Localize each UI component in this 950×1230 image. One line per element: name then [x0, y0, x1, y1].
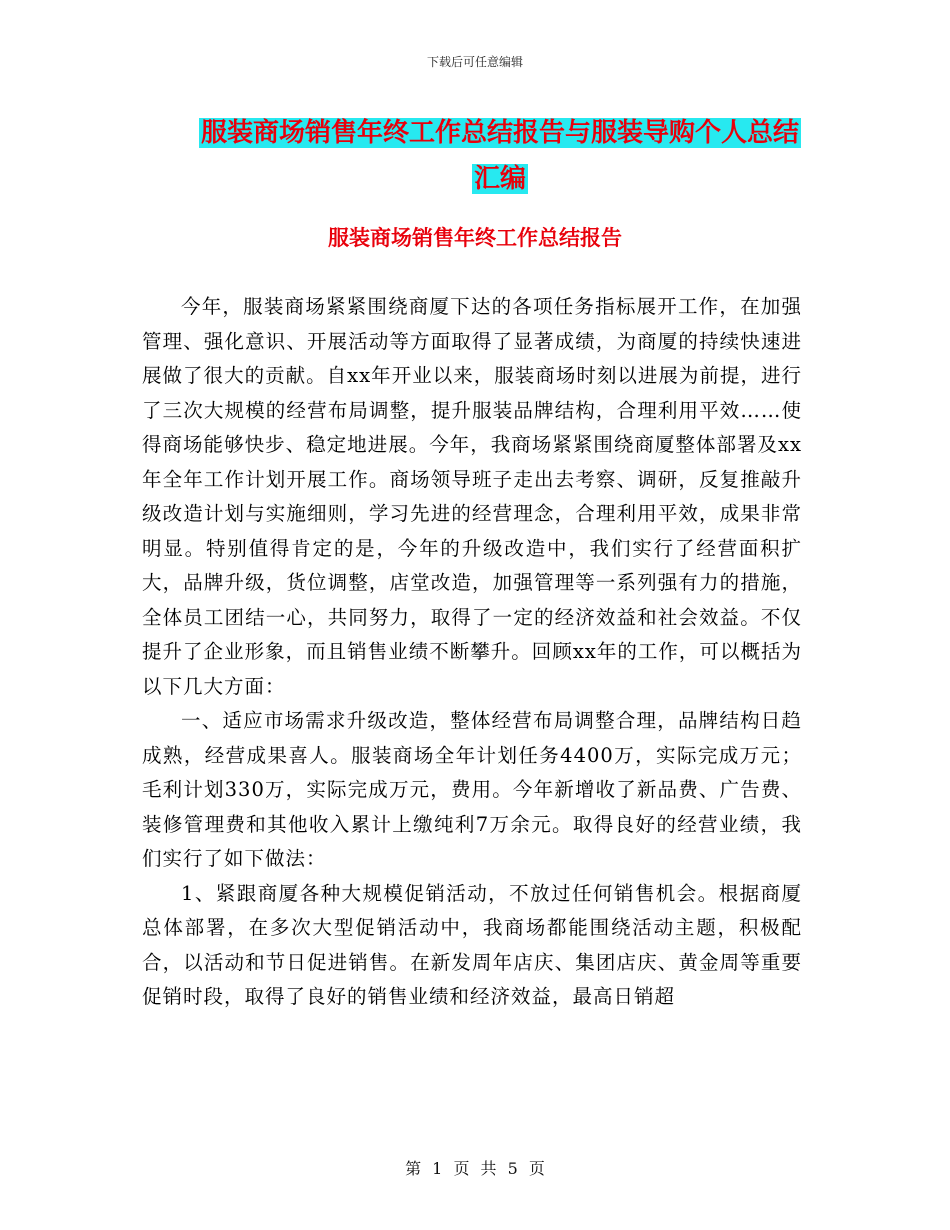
paragraph: 1、紧跟商厦各种大规模促销活动，不放过任何销售机会。根据商厦总体部署，在多次大型促销活动中，我商场都能围绕活动主题，积极配合，以活动和节日促进销售。在新发周年店庆、集团店庆、黄金周等重要促销时段，取得了良好的销售业绩和经济效益，最高日销超: [142, 881, 802, 1008]
section-title: 服装商场销售年终工作总结报告: [328, 225, 622, 250]
document-title-line-1: 服装商场销售年终工作总结报告与服装导购个人总结: [200, 118, 799, 148]
body-text: [142, 290, 802, 1015]
document-title: [140, 110, 860, 202]
header-note: 下载后可任意编辑: [426, 55, 523, 69]
paragraph: 一、适应市场需求升级改造，整体经营布局调整合理，品牌结构日趋成熟，经营成果喜人。服装商场全年计划任务4400万，实际完成万元；毛利计划330万，实际完成万元，费用。今年新增收了新品费、广告费、装修管理费和其他收入累计上缴纯利7万余元。取得良好的经营业绩，我们实行了如下做法：: [142, 709, 802, 870]
page-number-footer: 第 1 页 共 5 页: [405, 1159, 545, 1178]
document-title-line-2: 汇编: [473, 164, 526, 194]
paragraph: 今年，服装商场紧紧围绕商厦下达的各项任务指标展开工作，在加强管理、强化意识、开展活动等方面取得了显著成绩，为商厦的持续快速进展做了很大的贡献。自xx年开业以来，服装商场时刻以进展为前提，进行了三次大规模的经营布局调整，提升服装品牌结构，合理利用平效……使得商场能够快步、稳定地进展。今年，我商场紧紧围绕商厦整体部署及xx年全年工作计划开展工作。商场领导班子走出去考察、调研，反复推敲升级改造计划与实施细则，学习先进的经营理念，合理利用平效，成果非常明显。特别值得肯定的是，今年的升级改造中，我们实行了经营面积扩大，品牌升级，货位调整，店堂改造，加强管理等一系列强有力的措施，全体员工团结一心，共同努力，取得了一定的经济效益和社会效益。不仅提升了企业形象，而且销售业绩不断攀升。回顾xx年的工作，可以概括为以下几大方面：: [142, 295, 802, 698]
